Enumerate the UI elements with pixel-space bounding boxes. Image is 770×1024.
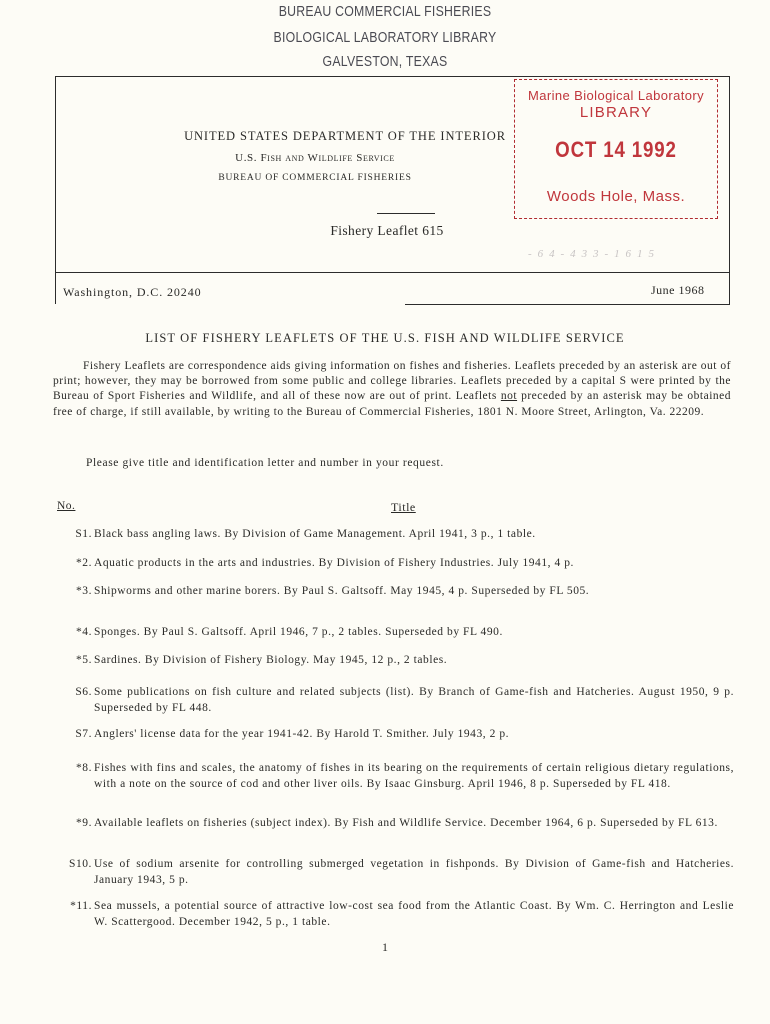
column-header-no: No. [57,500,76,512]
entry-code: S6. [75,686,92,698]
entry-code: *3. [75,585,92,597]
intro-text-1: Fishery Leaflets are correspondence aids giving information on fishes and fisheries. Leaflets preceded by an asterisk are out of print; however, they may be borrowed from some public and college libraries. Leaflets preceded by a capital S were printed by the Bureau of Sport Fisheries and Wildlife, and all of these now are out of print. Leaflets [53,360,731,403]
leaflet-rule [377,213,435,214]
header-frame-right [729,76,730,304]
leaflet-number: Fishery Leaflet 615 [330,223,444,238]
entry-text: Sponges. By Paul S. Galtsoff. April 1946, 7 p., 2 tables. Superseded by FL 490. [94,626,503,638]
entry-text: Aquatic products in the arts and industries. By Division of Fishery Industries. July 1941, 4 p. [94,557,574,569]
header-frame-bottom [405,304,730,305]
department-name: UNITED STATES DEPARTMENT OF THE INTERIOR [184,129,506,143]
entry-text: Available leaflets on fisheries (subject index). By Fish and Wildlife Service. December 1964, 6 p. Superseded by FL 613. [94,817,718,829]
received-stamp-date: OCT 14 1992 [555,137,677,162]
entry-code: *11. [70,900,92,912]
request-note: Please give title and identification letter and number in your request. [86,457,444,469]
intro-paragraph [53,359,731,420]
entry-code: S10. [69,858,92,870]
service-name: U.S. Fish and Wildlife Service [235,152,395,164]
entry-text: Sea mussels, a potential source of attractive low-cost sea food from the Atlantic Coast. By Wm. C. Herrington and Leslie W. Scattergood. December 1942, 5 p., 1 table. [94,900,734,928]
entry-text: Some publications on fish culture and related subjects (list). By Branch of Game-fish and Hatcheries. August 1950, 9 p. Superseded by FL 448. [94,686,734,714]
received-stamp-place: Woods Hole, Mass. [546,188,686,205]
entry-text: Sardines. By Division of Fishery Biology. May 1945, 12 p., 2 tables. [94,654,448,666]
header-frame-top [55,76,730,77]
entry-code: *9. [75,817,92,829]
faint-mark: - 6 4 - 4 3 3 - 1 6 1 5 [528,248,656,260]
library-stamp-line-3: GALVESTON, TEXAS [322,53,448,70]
intro-not: not [500,390,518,403]
header-frame-left [55,76,56,304]
entry-text: Fishes with fins and scales, the anatomy of fishes in its bearing on the requirements of certain religious dietary regulations, with a note on the source of cod and other liver oils. By Isaac Ginsburg. April 1946, 8 p. Superseded by FL 418. [94,762,734,790]
received-stamp-line-1: Marine Biological Laboratory [528,88,704,103]
issue-date: June 1968 [651,283,705,297]
entry-text: Black bass angling laws. By Division of Game Management. April 1941, 3 p., 1 table. [94,528,536,540]
entry-code: *5. [75,654,92,666]
bureau-name: BUREAU OF COMMERCIAL FISHERIES [218,173,412,183]
entry-code: S1. [75,528,92,540]
received-stamp-line-2: LIBRARY [579,104,653,121]
library-stamp-line-1: BUREAU COMMERCIAL FISHERIES [278,3,492,20]
entry-code: *4. [75,626,92,638]
received-stamp [514,79,718,219]
page-number: 1 [382,940,388,954]
location: Washington, D.C. 20240 [63,285,202,299]
entry-text: Shipworms and other marine borers. By Paul S. Galtsoff. May 1945, 4 p. Superseded by FL 505. [94,585,590,597]
intro-text-2: preceded by an asterisk may be obtained free of charge, if still available, by writing to the Bureau of Commercial Fisheries, 1801 N. Moore Street, Arlington, Va. 22209. [53,390,732,418]
document-title: LIST OF FISHERY LEAFLETS OF THE U.S. FISH AND WILDLIFE SERVICE [145,331,625,345]
entry-text: Anglers' license data for the year 1941-42. By Harold T. Smither. July 1943, 2 p. [94,728,510,740]
entry-code: *2. [75,557,92,569]
entry-code: S7. [75,728,92,740]
column-header-title: Title [391,500,416,514]
header-frame-rule [55,272,730,273]
entry-code: *8. [75,762,92,774]
entry-text: Use of sodium arsenite for controlling submerged vegetation in fishponds. By Division of Game-fish and Hatcheries. January 1943, 5 p. [94,858,734,886]
library-stamp-line-2: BIOLOGICAL LABORATORY LIBRARY [273,29,497,46]
